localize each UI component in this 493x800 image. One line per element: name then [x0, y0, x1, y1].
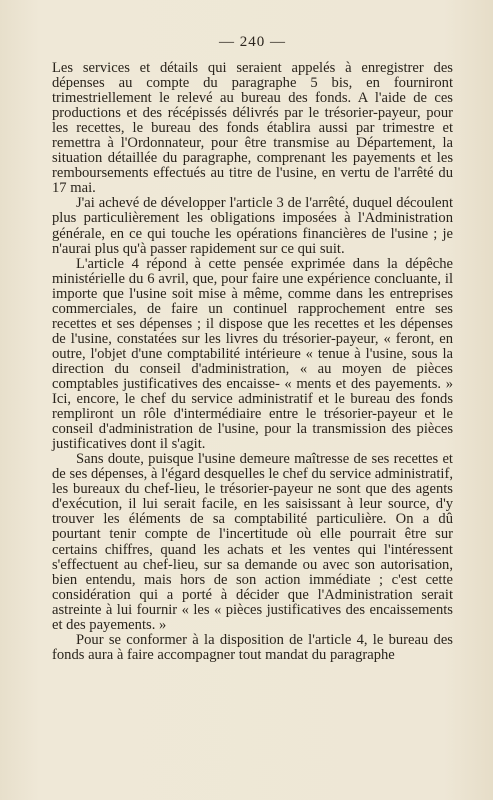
paragraph: Les services et détails qui seraient appelés à enregistrer des dépenses au compte du paragraphe 5 bis, en fourniront trimestriellement le relevé au bureau des fonds. A l'aide de ces productions et des récépissés délivrés par le trésorier-payeur, pour les recettes, le bureau des fonds établira aussi par trimestre et remettra à l'Ordonnateur, pour être transmise au Département, la situation détaillée du paragraphe, comprenant les payements et les remboursements effectués au titre de l'usine, en vertu de l'arrêté du 17 mai.	[52, 60, 453, 197]
paragraph: Sans doute, puisque l'usine demeure maîtresse de ses recettes et de ses dépenses, à l'égard desquelles le chef du service administratif, les bureaux du chef-lieu, le trésorier-payeur ne sont que des agents d'exécution, il lui serait facile, en les saisissant à leur source, d'y trouver les éléments de sa comptabilité particulière. On a dû pourtant tenir compte de l'incertitude où elle pourrait être sur certains chiffres, quand les achats et les ventes qui l'intéressent s'effectuent au chef-lieu, sur sa demande ou avec son autorisation, bien entendu, mais hors de son action immédiate ; c'est cette considération qui a porté à décider que l'Administration serait astreinte à lui fournir « les « pièces justificatives des encaissements et des payements. »	[52, 451, 453, 633]
paragraph: J'ai achevé de développer l'article 3 de l'arrêté, duquel découlent plus particulièrement les obligations imposées à l'Administration générale, en ce qui touche les opérations financières de l'usine ; je n'aurai plus qu'à passer rapidement sur ce qui suit.	[52, 195, 453, 257]
paragraph: L'article 4 répond à cette pensée exprimée dans la dépêche ministérielle du 6 avril, que, pour faire une expérience concluante, il importe que l'usine soit mise à même, comme dans les entreprises commerciales, de faire un continuel rapprochement entre ses recettes et ses dépenses ; il dispose que les recettes et les dépenses de l'usine, constatées sur les livres du trésorier-payeur, « feront, en outre, l'objet d'une comptabilité intérieure « tenue à l'usine, sous la direction du conseil d'administration, « au moyen de pièces comptables justificatives des encaisse- « ments et des payements. » Ici, encore, le chef du service administratif et le bureau des fonds rempliront un rôle d'intermédiaire entre le trésorier-payeur et le conseil d'administration de l'usine, pour la transmission des pièces justificatives dont il s'agit.	[52, 255, 453, 453]
page-number: — 240 —	[219, 34, 286, 50]
body-text	[52, 61, 453, 663]
paragraph: Pour se conformer à la disposition de l'article 4, le bureau des fonds aura à faire accompagner tout mandat du paragraphe	[52, 631, 453, 663]
